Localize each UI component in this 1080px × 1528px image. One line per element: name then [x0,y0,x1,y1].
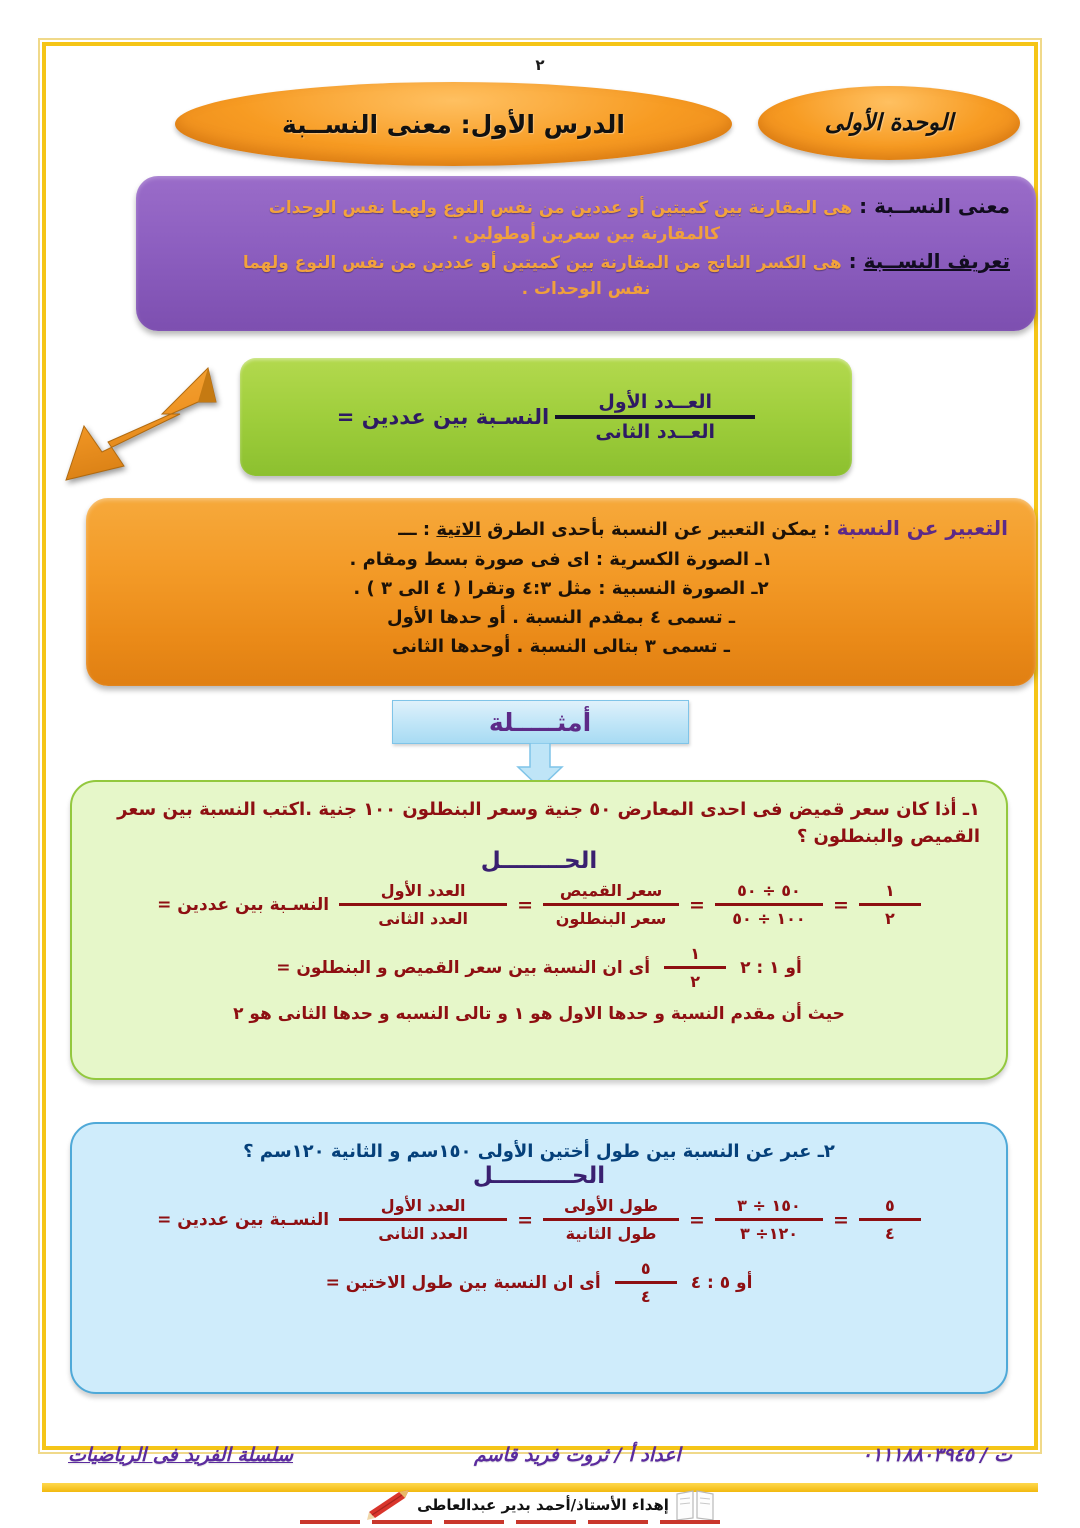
expression-title: التعبير عن النسبة [836,516,1008,540]
example-1-question: ١ـ أذا كان سعر قميض فى احدى المعارض ٥٠ جنية وسعر البنطلون ١٠٠ جنية .اكتب النسبة بين سعر القميص والبنطلون ؟ [117,799,980,847]
equation-fraction-3 [715,880,823,929]
fraction-numerator: ٥ [885,1196,895,1215]
footer [46,1426,1034,1484]
expression-intro-tail: : ـــ [398,519,437,540]
fraction-bar [339,903,507,906]
definition-label: تعريف النســبة [863,249,1010,274]
example-1-conclusion [98,943,980,992]
pencil-icon [365,1488,411,1522]
meaning-line [162,192,1010,222]
example-2-box [70,1122,1008,1394]
expression-intro [114,512,1008,545]
example-2-solution-header [98,1163,980,1189]
example-2-conclusion [98,1258,980,1307]
equation-fraction-2 [543,1195,679,1244]
book-icon [675,1488,715,1522]
conclusion-fraction [615,1258,677,1307]
fraction-bar [715,1218,823,1221]
fraction-numerator: طول الأولى [563,1196,659,1215]
examples-banner [0,700,1080,789]
conclusion-alt-notation: أو ١ : ٢ [740,957,802,978]
expression-box [86,498,1036,686]
equals-sign: = [832,893,849,916]
example-1-equation [98,880,980,929]
expression-item-3: ـ تسمى ٤ بمقدم النسبة . أو حدها الأول [386,607,736,629]
expression-intro-underlined: الاتية [436,519,481,540]
equals-sign: = [689,1208,705,1231]
expression-intro-text: : يمكن التعبير عن النسبة بأحدى الطرق [481,519,837,540]
equation-fraction-1 [339,880,507,929]
example-1-box [70,780,1008,1080]
equals-sign: = [689,893,705,916]
equation-fraction-2 [543,880,679,929]
expression-item-4: ـ تسمى ٣ بتالى النسبة . أوحدها الثانى [392,636,730,658]
definition-text: هى الكسر الناتج من المقارنة بين كميتين أو عددين من نفس النوع ولهما [242,253,842,274]
solution-label: الحــــــــل [480,848,598,874]
equation-fraction-3 [715,1195,823,1244]
fraction-denominator: ٢ [885,909,895,928]
definitions-box [136,176,1036,331]
conclusion-text: أى ان النسبة بين سعر القميص و البنطلون = [276,957,651,978]
unit-badge [758,86,1020,160]
unit-label: الوحدة الأولى [824,110,954,136]
fraction-numerator: العــدد الأول [598,391,713,413]
example-1-solution-header [98,848,980,874]
fraction-numerator: العدد الأول [380,881,466,900]
examples-banner-label: أمثـــــلة [488,707,592,737]
meaning-separator: : [852,194,875,218]
fraction-bar [339,1218,507,1221]
meaning-label: معنى النســبة [874,194,1010,218]
dedication-text: إهداء الأستاذ/أحمد بدير عبدالعاطى [417,1496,669,1514]
meaning-text: هى المقارنة بين كميتين أو عددين من نفس النوع ولهما نفس الوحدات [268,198,853,218]
example-2-question: ٢ـ عبر عن النسبة بين طول أختين الأولى ١٥٠سم و الثانية ١٢٠سم ؟ [243,1141,835,1162]
fraction-denominator: العدد الثانى [378,909,468,928]
fraction-bar [543,903,679,906]
fraction-denominator: ٤ [640,1287,651,1306]
fraction-denominator: ١٢٠÷ ٣ [739,1224,798,1243]
fraction-bar [664,966,726,969]
fraction-numerator: ٥ [640,1259,651,1278]
fraction-bar [615,1281,677,1284]
example-1-note: حيث أن مقدم النسبة و حدها الاول هو ١ و تالى النسبه و حدها الثانى هو ٢ [233,1004,845,1024]
fraction-denominator: ٢ [690,972,700,991]
down-left-arrow-icon [58,362,218,490]
example-2-equation [98,1195,980,1244]
ratio-fraction [555,389,755,445]
equation-fraction-1 [339,1195,507,1244]
footer-author: اعداد أ / ثروت فريد قاسم [473,1444,681,1466]
fraction-numerator: ٥٠ ÷ ٥٠ [737,881,801,900]
conclusion-alt-notation: أو ٥ : ٤ [690,1272,753,1293]
fraction-bar [715,903,823,906]
equation-left-side: النسـبة بين عددين = [157,1209,330,1230]
fraction-numerator: سعر القميص [559,881,663,900]
fraction-bar [859,903,921,906]
equation-fraction-4 [859,1195,921,1244]
expression-item-1: ١ـ الصورة الكسرية : اى فى صورة بسط ومقام . [349,548,773,570]
footer-series: سلسلة الفريد فى الرياضيات [68,1444,294,1466]
solution-label: الحــــــــــل [472,1163,606,1189]
ratio-formula-box [240,358,852,476]
fraction-numerator: ١٥٠ ÷ ٣ [737,1196,801,1215]
definition-text-2: نفس الوحدات . [521,278,651,299]
lesson-label: الدرس الأول: معنى النســبة [282,109,625,139]
equals-sign: = [517,1208,534,1231]
fraction-numerator: ١ [885,881,895,900]
fraction-numerator: العدد الأول [380,1196,466,1215]
fraction-denominator: ١٠٠ ÷ ٥٠ [732,909,806,928]
fraction-denominator: العــدد الثانى [595,421,716,443]
conclusion-text: أى ان النسبة بين طول الاختين = [325,1272,601,1293]
fraction-denominator: ٤ [885,1224,895,1243]
header [60,86,1020,162]
expression-item-2: ٢ـ الصورة النسبية : مثل ٤:٣ وتقرا ( ٤ الى ٣ ) . [353,577,769,599]
equals-sign: = [832,1208,849,1231]
dedication-strip [0,1482,1080,1528]
fraction-numerator: ١ [690,944,700,963]
fraction-bar [859,1218,921,1221]
examples-banner-box [392,700,689,744]
fraction-denominator: العدد الثانى [378,1224,468,1243]
definition-separator: : [841,249,864,274]
fraction-denominator: سعر البنطلون [555,909,667,928]
fraction-bar [543,1218,679,1221]
fraction-denominator: طول الثانية [565,1224,657,1243]
definition-line [162,247,1010,277]
equation-fraction-4 [859,880,921,929]
meaning-text-2: كالمقارنة بين سعرين أوطولين . [451,223,721,244]
dedication-rule [300,1520,730,1524]
formula-left-side: النسـبة بين عددين = [336,405,550,429]
equation-left-side: النسـبة بين عددين = [157,894,330,915]
page-number: ٢ [535,56,545,74]
footer-phone: ت / ٠١١١٨٨٠٣٩٤٥ [861,1444,1012,1466]
conclusion-fraction [664,943,726,992]
equals-sign: = [517,893,534,916]
lesson-badge [175,82,732,166]
